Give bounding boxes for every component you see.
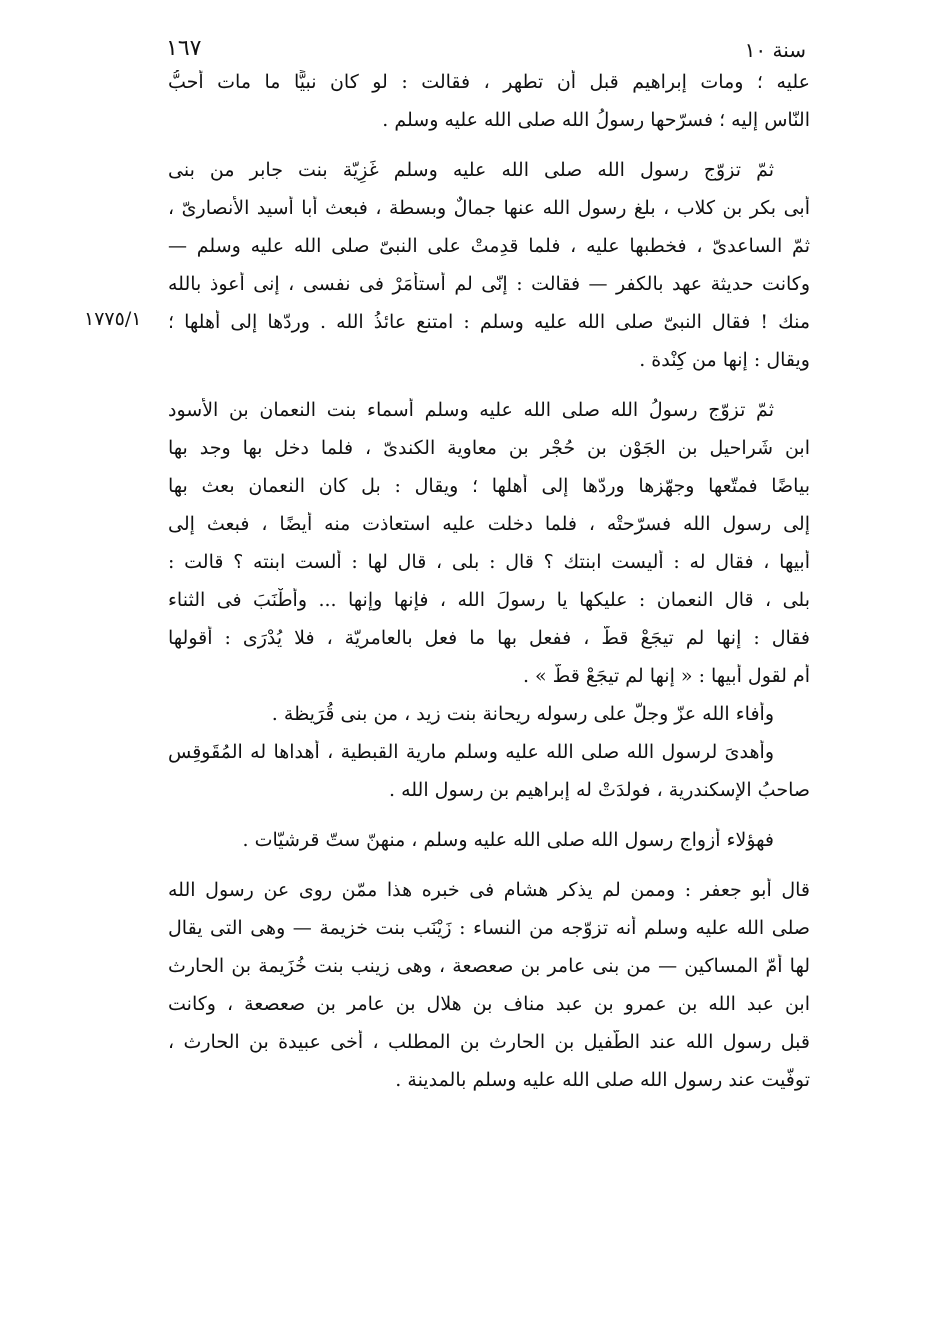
text-line: بياضًا فمتّعها وجهّزها وردّها إلى أهلها ؛ ويقال : بل كان النعمان بعث بها	[168, 475, 810, 497]
text-line: لها أمّ المساكين — من بنى عامر بن صعصعة ، وهى زينب بنت خُزَيمة بن الحارث	[168, 955, 810, 977]
text-line: صاحبُ الإسكندرية ، فولدَتْ له إبراهيم بن رسول الله .	[389, 779, 810, 801]
text-line: قال أبو جعفر : وممن لم يذكر هشام فى خبره هذا ممّن روى عن رسول الله	[168, 879, 810, 901]
running-head-year: سنة ١٠	[744, 38, 806, 62]
text-line: فقال : إنها لم تيجَعْ قطّ ، ففعل بها ما فعل بالعامريّة ، فلا يُدْرَى : أقولها	[168, 627, 810, 649]
text-line: إلى رسول الله فسرّحتْه ، فلما دخلت عليه استعاذت منه أيضًا ، فبعث إلى	[168, 513, 810, 535]
text-line: صلى الله عليه وسلم أنه تزوّجه من النساء : زَيْنَب بنت خزيمة — وهى التى يقال	[168, 917, 810, 939]
text-line: ثمّ الساعدىّ ، فخطبها عليه ، فلما قدِمتْ على النبىّ صلى الله عليه وسلم —	[168, 235, 810, 257]
text-line: أم لقول أبيها : « إنها لم تيجَعْ قطّ » .	[522, 665, 810, 687]
text-line: قبل رسول الله عند الطّفيل بن الحارث بن المطلب ، أخى عبيدة بن الحارث ،	[168, 1031, 810, 1053]
text-line: عليه ؛ ومات إبراهيم قبل أن تطهر ، فقالت : لو كان نبيًّا ما مات أحبُّ	[168, 71, 810, 93]
main-text	[168, 70, 810, 1106]
text-line: فهؤلاء أزواج رسول الله صلى الله عليه وسلم ، منهنّ ستّ قرشيّات .	[242, 829, 774, 851]
text-line: ثمّ تزوّج رسول الله صلى الله عليه وسلم غَزِيّة بنت جابر من بنى	[168, 159, 774, 181]
text-line: أبى بكر بن كلاب ، بلغ رسول الله عنها جمالٌ وبسطة ، فبعث أبا أسيد الأنصارىّ ،	[168, 197, 810, 219]
text-line: ابن شَراحيل بن الجَوْن بن حُجْر بن معاوية الكندىّ ، فلما دخل بها وجد بها	[168, 437, 810, 459]
text-line: توفّيت عند رسول الله صلى الله عليه وسلم بالمدينة .	[395, 1069, 810, 1091]
text-line: منك ! فقال النبىّ صلى الله عليه وسلم : امتنع عائذُ الله . وردّها إلى أهلها ؛	[168, 311, 810, 333]
text-line: النّاس إليه ؛ فسرّحها رسولُ الله صلى الله عليه وسلم .	[382, 109, 810, 131]
page-number: ١٦٧	[166, 36, 202, 61]
text-line: وأفاء الله عزّ وجلّ على رسوله ريحانة بنت زيد ، من بنى قُرَيظة .	[271, 703, 774, 725]
text-line: وأهدىَ لرسول الله صلى الله عليه وسلم مارية القبطية ، أهداها له المُقَوقِس	[168, 741, 774, 763]
text-line: ثمّ تزوّج رسولُ الله صلى الله عليه وسلم أسماء بنت النعمان بن الأسود	[168, 399, 774, 421]
text-line: وكانت حديثة عهد بالكفر — فقالت : إنّى لم أُستأمَرْ فى نفسى ، إنى أعوذ بالله	[168, 273, 810, 295]
text-line: ابن عبد الله بن عمرو بن عبد مناف بن هلال بن عامر بن صعصعة ، وكانت	[168, 993, 810, 1015]
text-line: أبيها ، فقال له : أليست ابنتك ؟ قال : بلى ، قال لها : ألست ابنته ؟ قالت :	[168, 551, 810, 573]
text-line: ويقال : إنها من كِنْدة .	[639, 349, 810, 371]
text-line: بلى ، قال النعمان : عليكها يا رسولَ الله ، فإنها وإنها ... وأطْنَبَ فى الثناء	[168, 589, 810, 611]
margin-reference: ١٧٧٥/١	[84, 308, 142, 330]
